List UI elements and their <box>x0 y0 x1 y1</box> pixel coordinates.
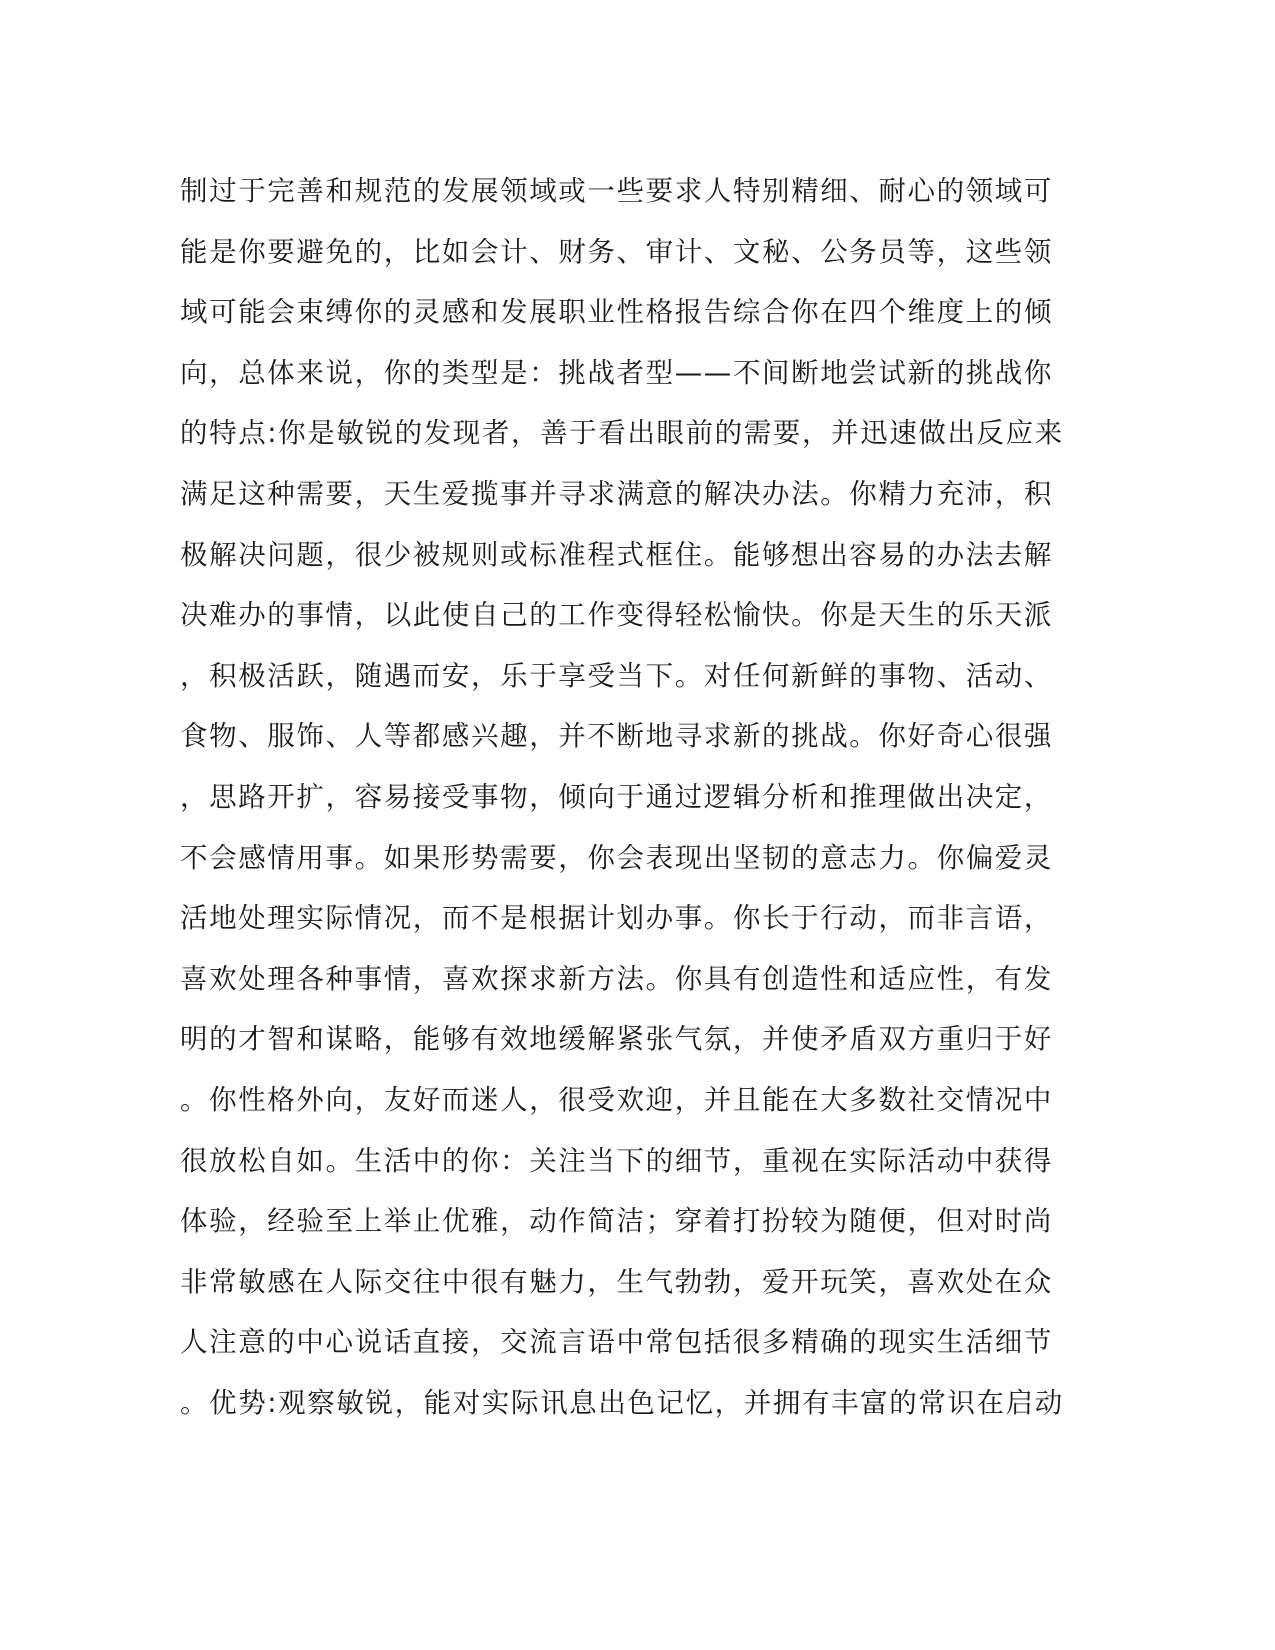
text-line: 制过于完善和规范的发展领域或一些要求人特别精细、耐心的领域可 <box>180 175 1053 207</box>
text-line: 体验，经验至上举止优雅，动作简洁；穿着打扮较为随便，但对时尚 <box>180 1205 1053 1238</box>
text-line: 明的才智和谋略，能够有效地缓解紧张气氛，并使矛盾双方重归于好 <box>180 1023 1053 1056</box>
text-line: 能是你要避免的，比如会计、财务、审计、文秘、公务员等，这些领 <box>180 235 1053 268</box>
text-line: 向，总体来说，你的类型是：挑战者型——不间断地尝试新的挑战你 <box>180 356 1053 389</box>
text-line: 决难办的事情，以此使自己的工作变得轻松愉快。你是天生的乐天派 <box>180 599 1053 632</box>
text-line: 不会感情用事。如果形势需要，你会表现出坚韧的意志力。你偏爱灵 <box>180 841 1053 874</box>
text-line: 满足这种需要，天生爱揽事并寻求满意的解决办法。你精力充沛，积 <box>180 477 1053 510</box>
text-line: 域可能会束缚你的灵感和发展职业性格报告综合你在四个维度上的倾 <box>180 296 1053 329</box>
text-line: 。优势:观察敏锐，能对实际讯息出色记忆，并拥有丰富的常识在启动 <box>180 1386 1064 1419</box>
text-line: 人注意的中心说话直接，交流言语中常包括很多精确的现实生活细节 <box>180 1326 1053 1359</box>
text-line: 食物、服饰、人等都感兴趣，并不断地寻求新的挑战。你好奇心很强 <box>180 720 1053 753</box>
text-line: ，思路开扩，容易接受事物，倾向于通过逻辑分析和推理做出决定， <box>180 780 1053 813</box>
text-line: 。你性格外向，友好而迷人，很受欢迎，并且能在大多数社交情况中 <box>180 1083 1053 1116</box>
text-line: 的特点:你是敏锐的发现者，善于看出眼前的需要，并迅速做出反应来 <box>180 417 1064 450</box>
text-line: 很放松自如。生活中的你：关注当下的细节，重视在实际活动中获得 <box>180 1144 1053 1177</box>
text-line: 活地处理实际情况，而不是根据计划办事。你长于行动，而非言语， <box>180 902 1053 935</box>
body-text <box>180 161 1064 1433</box>
text-line: 非常敏感在人际交往中很有魅力，生气勃勃，爱开玩笑，喜欢处在众 <box>180 1265 1053 1298</box>
text-line: 喜欢处理各种事情，喜欢探求新方法。你具有创造性和适应性，有发 <box>180 962 1053 995</box>
text-line: 极解决问题，很少被规则或标准程式框住。能够想出容易的办法去解 <box>180 538 1053 571</box>
text-line: ，积极活跃，随遇而安，乐于享受当下。对任何新鲜的事物、活动、 <box>180 659 1053 692</box>
